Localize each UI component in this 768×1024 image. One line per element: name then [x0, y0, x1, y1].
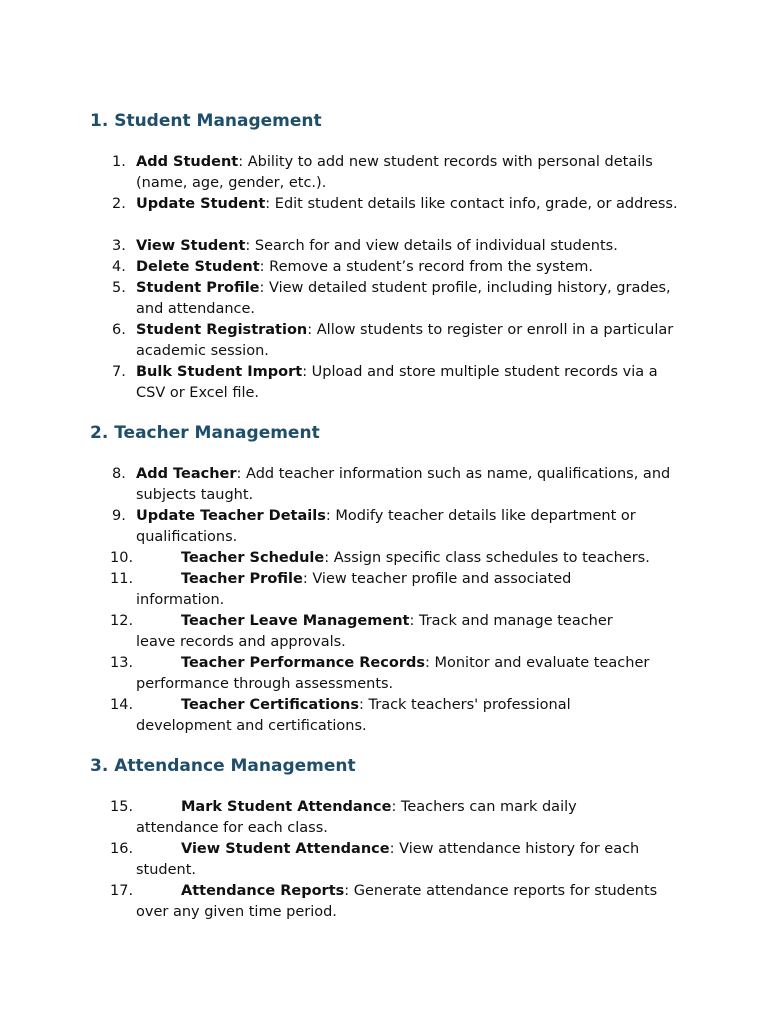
item-number: 2.: [112, 196, 126, 212]
item-term: Teacher Schedule: [181, 550, 325, 566]
list-item: [110, 653, 680, 695]
item-text: : Track teachers' professional: [359, 697, 571, 713]
list-item: [110, 320, 680, 362]
item-term: Attendance Reports: [181, 883, 345, 899]
item-text-continued: over any given time period.: [136, 904, 337, 920]
list-item: [110, 695, 680, 737]
section-heading-student-management: 1. Student Management: [90, 111, 322, 131]
item-term: View Student: [136, 238, 246, 254]
item-text: : Teachers can mark daily: [391, 799, 577, 815]
section-heading-teacher-management: 2. Teacher Management: [90, 423, 320, 443]
item-term: Student Registration: [136, 322, 308, 338]
item-text-continued: leave records and approvals.: [136, 634, 346, 650]
item-text: : Upload and store multiple student records via a CSV or Excel file.: [136, 364, 658, 401]
list-item: [110, 839, 680, 881]
item-term: Bulk Student Import: [136, 364, 303, 380]
item-text: : Monitor and evaluate teacher: [424, 655, 650, 671]
list-item: [110, 464, 680, 506]
item-number: 9.: [112, 508, 126, 524]
item-text: : Modify teacher details like department or qualifications.: [136, 508, 636, 545]
item-text: : View attendance history for each: [389, 841, 640, 857]
item-term: Update Student: [136, 196, 266, 212]
section-heading-attendance-management: 3. Attendance Management: [90, 756, 356, 776]
item-number: 8.: [112, 466, 126, 482]
item-text: : Search for and view details of individual students.: [245, 238, 618, 254]
item-number: 5.: [112, 280, 126, 296]
item-number: 14.: [110, 697, 134, 713]
item-term: Update Teacher Details: [136, 508, 326, 524]
list-item: [110, 548, 680, 569]
item-text-continued: development and certifications.: [136, 718, 367, 734]
list-item: [110, 797, 680, 839]
item-number: 10.: [110, 550, 134, 566]
list-item: [110, 362, 680, 404]
item-text-continued: information.: [136, 592, 225, 608]
item-number: 6.: [112, 322, 126, 338]
list-item: [110, 278, 680, 320]
list-item: [110, 152, 680, 194]
list-item: [110, 236, 680, 257]
item-number: 16.: [110, 841, 134, 857]
item-number: 13.: [110, 655, 134, 671]
item-text-continued: student.: [136, 862, 197, 878]
item-term: Student Profile: [136, 280, 260, 296]
item-text: : View detailed student profile, including history, grades, and attendance.: [136, 280, 671, 317]
item-term: Add Student: [136, 154, 239, 170]
item-text: : Edit student details like contact info, grade, or address.: [265, 196, 678, 212]
list-item: [110, 194, 680, 215]
item-number: 4.: [112, 259, 126, 275]
item-number: 1.: [112, 154, 126, 170]
item-text-continued: attendance for each class.: [136, 820, 328, 836]
item-text-continued: performance through assessments.: [136, 676, 394, 692]
list-item: [110, 569, 680, 611]
item-text: : Allow students to register or enroll in a particular academic session.: [136, 322, 674, 359]
item-number: 17.: [110, 883, 134, 899]
item-term: Mark Student Attendance: [181, 799, 392, 815]
item-term: Teacher Profile: [181, 571, 303, 587]
item-text: : Remove a student’s record from the system.: [259, 259, 594, 275]
item-number: 7.: [112, 364, 126, 380]
item-text: : Assign specific class schedules to teachers.: [324, 550, 650, 566]
item-term: Add Teacher: [136, 466, 237, 482]
item-number: 11.: [110, 571, 134, 587]
item-term: View Student Attendance: [181, 841, 390, 857]
item-number: 15.: [110, 799, 134, 815]
item-text: : Generate attendance reports for students: [344, 883, 658, 899]
list-item: [110, 611, 680, 653]
list-item: [110, 881, 680, 923]
list-item: [110, 506, 680, 548]
item-term: Teacher Performance Records: [181, 655, 425, 671]
item-number: 3.: [112, 238, 126, 254]
item-text: : Add teacher information such as name, qualifications, and subjects taught.: [136, 466, 671, 503]
item-term: Delete Student: [136, 259, 260, 275]
item-text: : Track and manage teacher: [409, 613, 613, 629]
item-text: : View teacher profile and associated: [302, 571, 572, 587]
item-text: : Ability to add new student records with personal details (name, age, gender, etc.).: [136, 154, 653, 191]
list-item: [110, 257, 680, 278]
item-number: 12.: [110, 613, 134, 629]
item-term: Teacher Leave Management: [181, 613, 410, 629]
item-term: Teacher Certifications: [181, 697, 360, 713]
